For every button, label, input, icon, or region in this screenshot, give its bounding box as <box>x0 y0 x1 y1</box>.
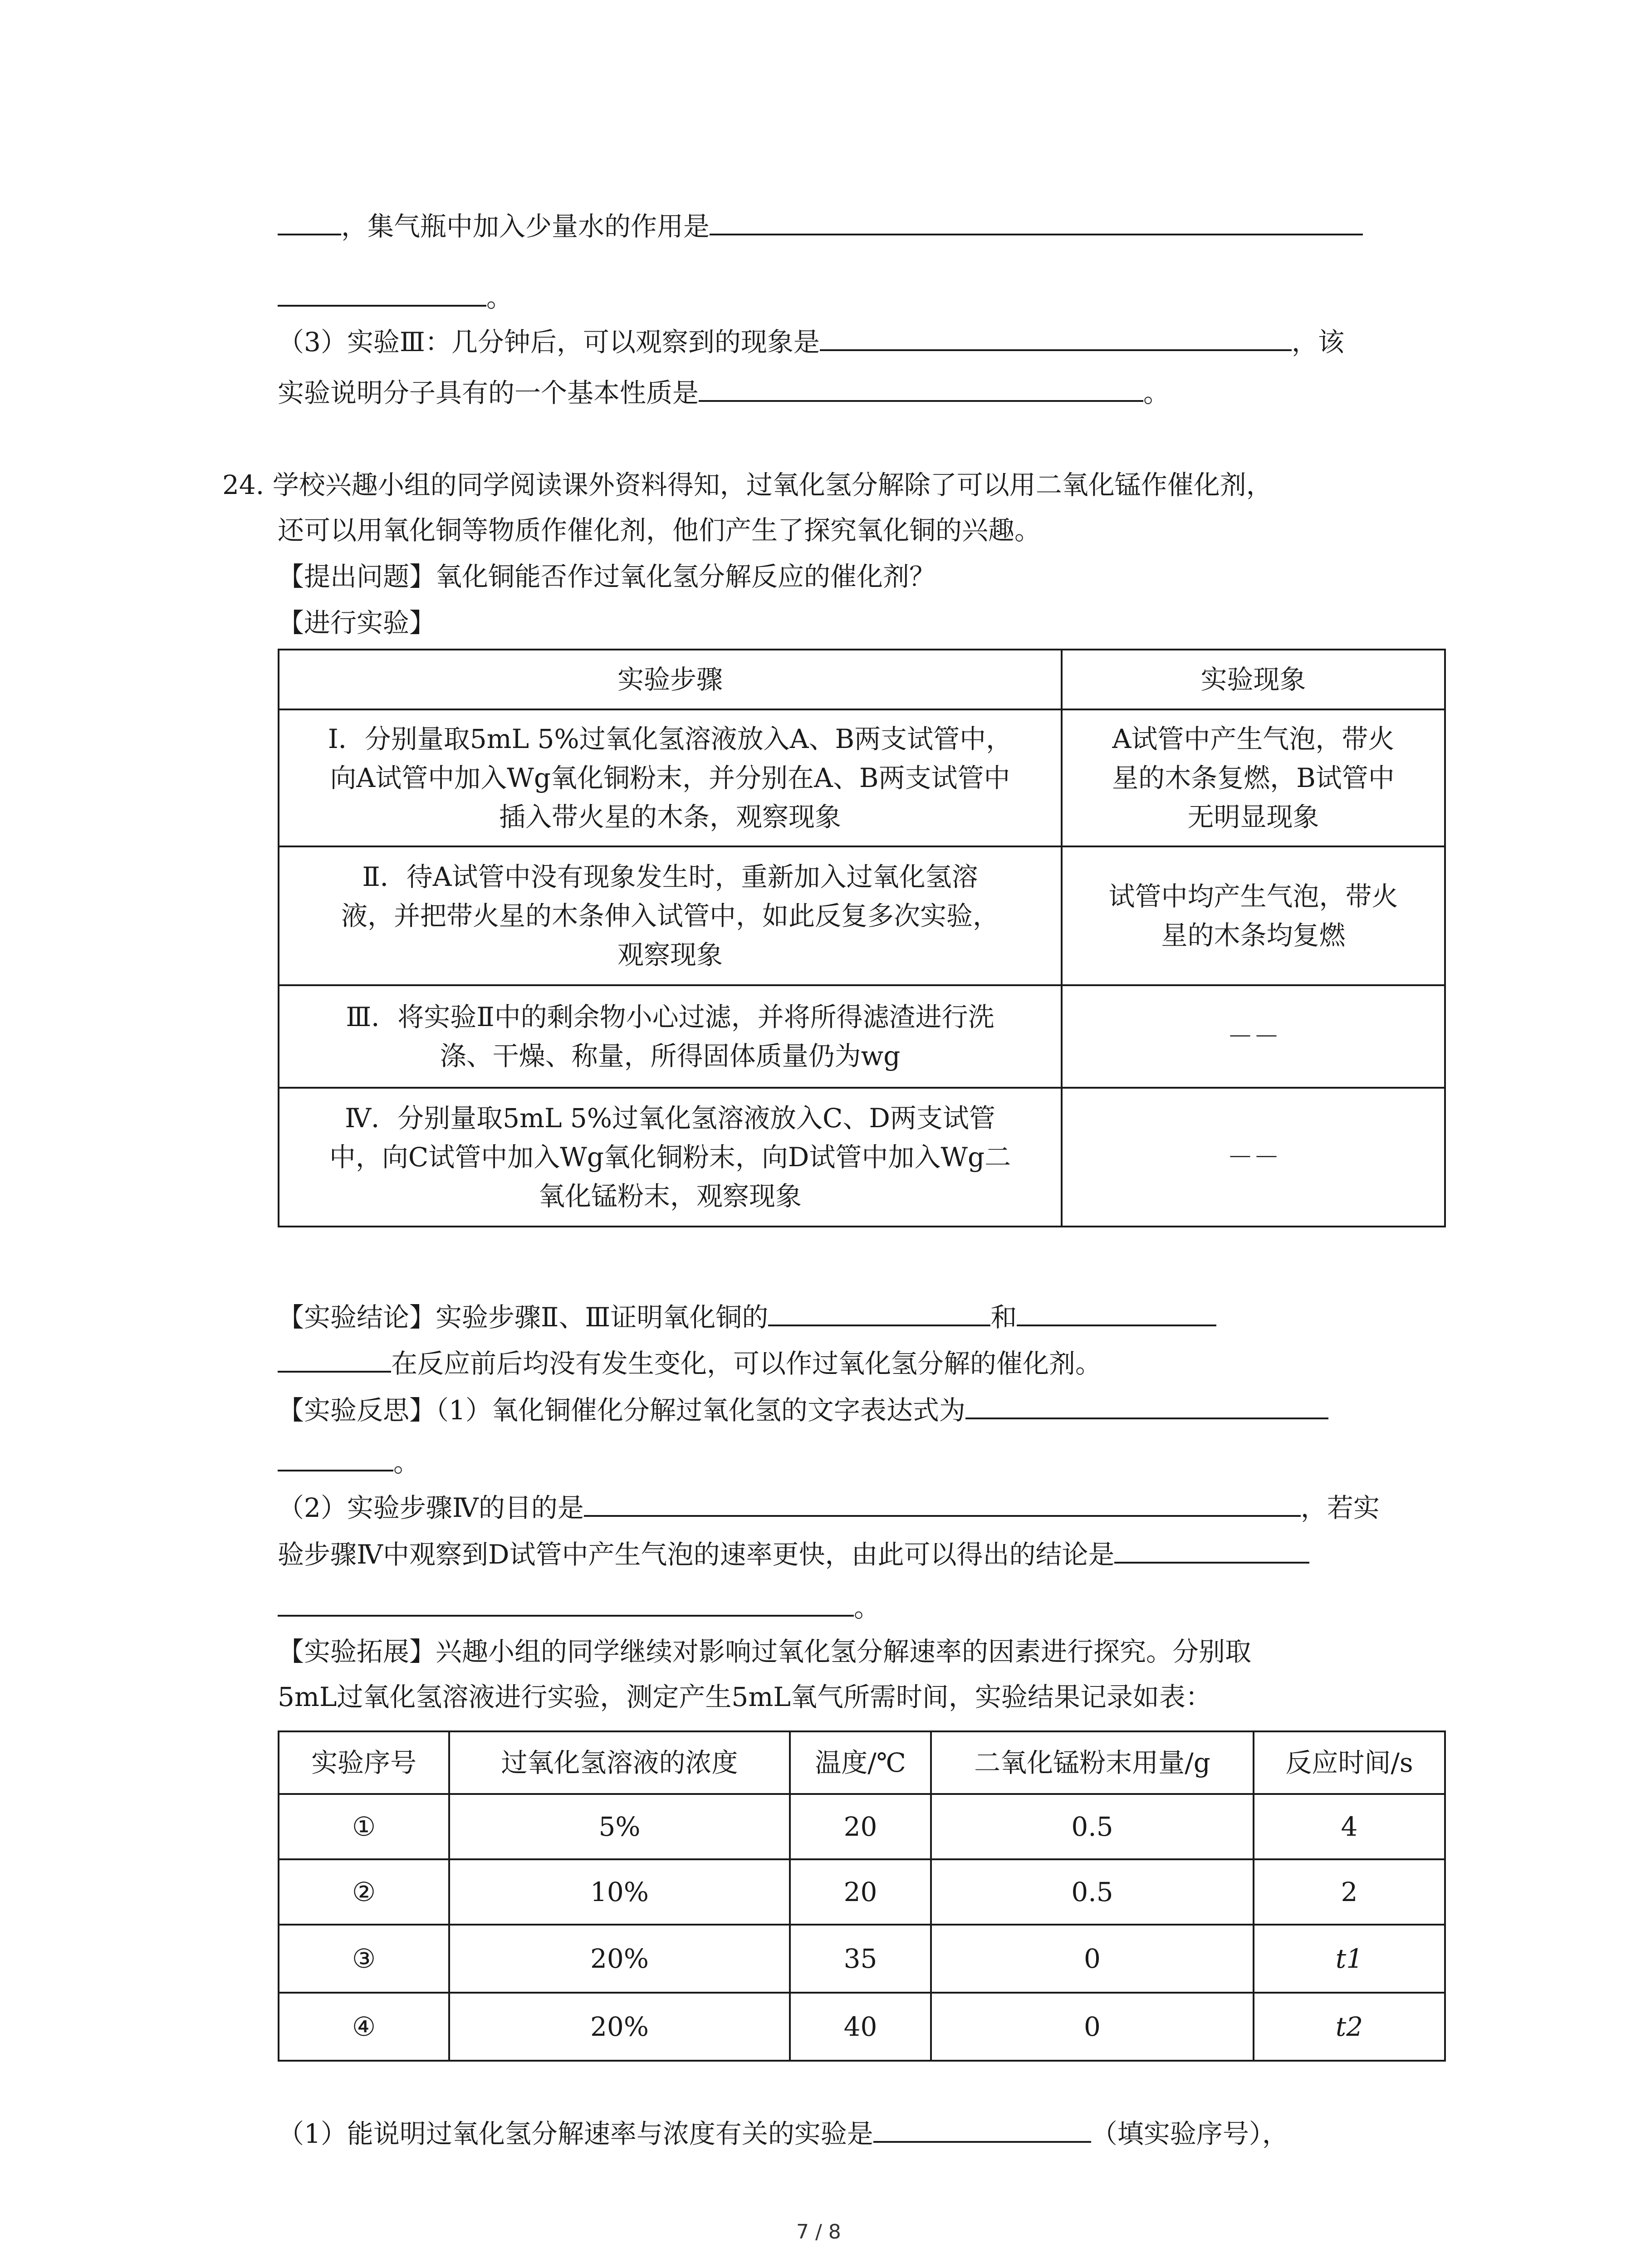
table-row: ③ 20% 35 0 t1 <box>279 1925 1445 1993</box>
answer-line-2: 。 <box>278 278 513 315</box>
question-24-line-4: 【进行实验】 <box>278 607 436 638</box>
question-24-line-2: 还可以用氧化铜等物质作催化剂，他们产生了探究氧化铜的兴趣。 <box>278 515 1041 546</box>
result-cell: A试管中产生气泡，带火 星的木条复燃，B试管中 无明显现象 <box>1062 709 1445 846</box>
question-number: 24. <box>222 469 265 500</box>
extension-line-2: 5mL过氧化氢溶液进行实验，测定产生5mL氧气所需时间，实验结果记录如表： <box>278 1681 1212 1712</box>
step-cell: Ⅲ．将实验Ⅱ中的剩余物小心过滤，并将所得滤渣进行洗 涤、干燥、称量，所得固体质量仍为wg <box>279 985 1062 1088</box>
question-3-line: （3）实验Ⅲ：几分钟后，可以观察到的现象是 ，该 <box>278 322 1344 360</box>
blank[interactable] <box>873 2114 1091 2143</box>
blank[interactable] <box>584 1488 1301 1517</box>
table-row <box>279 846 1445 985</box>
reflection-line-5: 。 <box>278 1588 880 1625</box>
blank[interactable] <box>768 1297 990 1326</box>
blank[interactable] <box>699 373 1143 402</box>
table-header: 温度/℃ <box>790 1731 931 1794</box>
blank[interactable] <box>965 1390 1328 1419</box>
blank[interactable] <box>278 206 341 235</box>
result-cell: －－ <box>1062 1088 1445 1227</box>
conclusion-line-2: 在反应前后均没有发生变化，可以作过氧化氢分解的催化剂。 <box>278 1344 1102 1381</box>
table-header: 实验序号 <box>279 1731 449 1794</box>
reflection-line-2: 。 <box>278 1442 420 1480</box>
final-question-line: （1）能说明过氧化氢分解速率与浓度有关的实验是 （填实验序号）， <box>278 2114 1288 2151</box>
blank[interactable] <box>278 1442 393 1471</box>
blank[interactable] <box>820 322 1292 351</box>
experiment-steps-table <box>278 649 1446 1227</box>
blank[interactable] <box>1017 1297 1216 1326</box>
question-24-line-3: 【提出问题】氧化铜能否作过氧化氢分解反应的催化剂？ <box>278 561 936 592</box>
question-3-line-2: 实验说明分子具有的一个基本性质是 。 <box>278 373 1170 411</box>
table-row: ④ 20% 40 0 t2 <box>279 1993 1445 2061</box>
answer-line-1: ，集气瓶中加入少量水的作用是 <box>278 206 1363 244</box>
reflection-line-4: 验步骤Ⅳ中观察到D试管中产生气泡的速率更快，由此可以得出的结论是 <box>278 1535 1309 1572</box>
extension-line-1: 【实验拓展】兴趣小组的同学继续对影响过氧化氢分解速率的因素进行探究。分别取 <box>278 1636 1252 1667</box>
step-cell: Ⅳ．分别量取5mL 5%过氧化氢溶液放入C、D两支试管 中，向C试管中加入Wg氧化铜粉末，向D试管中加入Wg二 氧化锰粉末，观察现象 <box>279 1088 1062 1227</box>
table-row: ① 5% 20 0.5 4 <box>279 1794 1445 1859</box>
page-number: 7 / 8 <box>796 2220 841 2244</box>
conclusion-line-1: 【实验结论】实验步骤Ⅱ、Ⅲ证明氧化铜的 和 <box>278 1297 1216 1335</box>
table-row <box>279 1088 1445 1227</box>
step-cell: Ⅰ．分别量取5mL 5%过氧化氢溶液放入A、B两支试管中， 向A试管中加入Wg氧化铜粉末，并分别在A、B两支试管中 插入带火星的木条，观察现象 <box>279 709 1062 846</box>
table-header: 过氧化氢溶液的浓度 <box>449 1731 790 1794</box>
result-cell: 试管中均产生气泡，带火 星的木条均复燃 <box>1062 846 1445 985</box>
table-row <box>279 985 1445 1088</box>
reflection-line-3: （2）实验步骤Ⅳ的目的是 ，若实 <box>278 1488 1380 1525</box>
result-cell: －－ <box>1062 985 1445 1088</box>
table-header: 实验步骤 <box>279 650 1062 709</box>
blank[interactable] <box>710 206 1363 235</box>
table-header: 二氧化锰粉末用量/g <box>931 1731 1254 1794</box>
table-row: ② 10% 20 0.5 2 <box>279 1859 1445 1925</box>
results-table <box>278 1730 1446 2062</box>
table-header: 实验现象 <box>1062 650 1445 709</box>
table-row <box>279 709 1445 846</box>
blank[interactable] <box>278 1344 391 1373</box>
table-header: 反应时间/s <box>1254 1731 1445 1794</box>
question-24-line-1: 24. 学校兴趣小组的同学阅读课外资料得知，过氧化氢分解除了可以用二氧化锰作催化剂， <box>222 469 1273 500</box>
blank[interactable] <box>278 278 486 307</box>
blank[interactable] <box>1114 1535 1309 1564</box>
reflection-line-1: 【实验反思】（1）氧化铜催化分解过氧化氢的文字表达式为 <box>278 1390 1328 1428</box>
blank[interactable] <box>278 1588 854 1617</box>
step-cell: Ⅱ．待A试管中没有现象发生时，重新加入过氧化氢溶 液，并把带火星的木条伸入试管中，如此反复多次实验， 观察现象 <box>279 846 1062 985</box>
